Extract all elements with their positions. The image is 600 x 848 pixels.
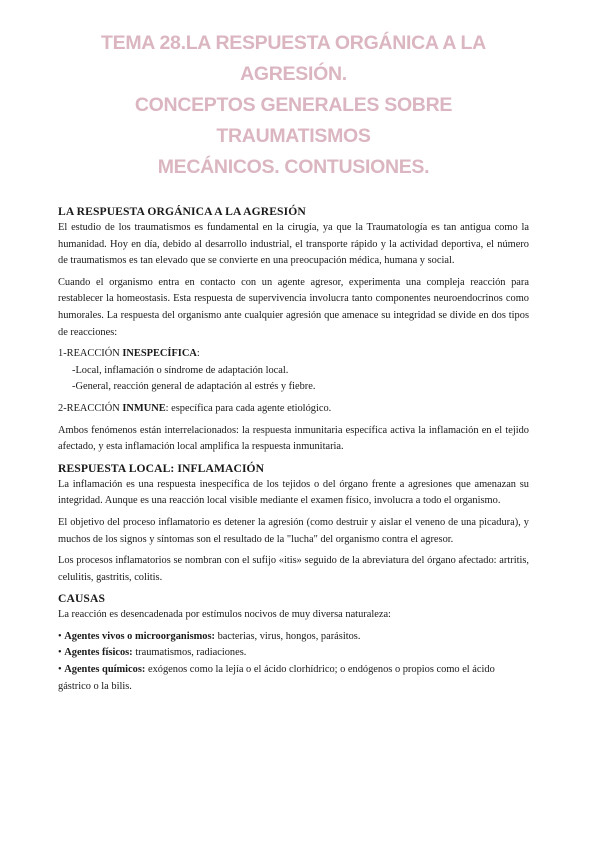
reaction-1 <box>58 346 529 363</box>
page-title <box>58 0 529 183</box>
reaction-1-bold: INESPECÍFICA <box>122 348 197 360</box>
reaction-1-prefix: 1-REACCIÓN <box>58 348 123 360</box>
reaction-1-suffix: : <box>196 348 200 360</box>
paragraph: Los procesos inflamatorios se nombran con el sufijo «itis» seguido de la abreviatura del órgano afectado: artritis, celulitis, gastritis, colitis. <box>58 555 529 583</box>
paragraph: El objetivo del proceso inflamatorio es detener la agresión (como destruir y aislar el veneno de una picadura), y muchos de los signos y síntomas son el resultado de la "lucha" del organismo contra el agresor. <box>58 516 529 545</box>
cause-item-text: exógenos como la lejía o el ácido clorhídrico; o endógenos o propios como el ácido gástrico o la bilis. <box>58 664 495 692</box>
cause-item-text: traumatismos, radiaciones. <box>132 647 247 659</box>
cause-item-text: bacterias, virus, hongos, parásitos. <box>215 630 361 642</box>
title-line-1: TEMA 28.LA RESPUESTA ORGÁNICA A LA AGRESIÓN. <box>101 32 486 85</box>
document-body <box>58 204 529 695</box>
bullet-icon: • <box>58 647 62 659</box>
bullet-icon: • <box>58 664 62 676</box>
causes-intro: La reacción es desencadenada por estímulos nocivos de muy diversa naturaleza: <box>58 609 391 621</box>
paragraph: El estudio de los traumatismos es fundamental en la cirugía, ya que la Traumatología es tan antigua como la humanidad. Hoy en día, debido al desarrollo industrial, el transporte rápido y la actividad deportiva, el número de traumatismos es tan elevado que se convierte en una preocupación médica, humana y social. <box>58 222 529 267</box>
cause-item <box>58 645 529 662</box>
cause-item <box>58 629 529 646</box>
paragraph: Ambos fenómenos están interrelacionados: la respuesta inmunitaria específica activa la inflamación en el tejido afectado, y esta inflamación local amplifica la respuesta inmunitaria. <box>58 424 529 453</box>
cause-item <box>58 662 529 695</box>
reaction-2-suffix: : específica para cada agente etiológico. <box>165 402 332 414</box>
section-heading-respuesta-organica: LA RESPUESTA ORGÁNICA A LA AGRESIÓN <box>58 205 306 218</box>
section-heading-respuesta-local: RESPUESTA LOCAL: INFLAMACIÓN <box>58 461 265 475</box>
paragraph: Cuando el organismo entra en contacto con un agente agresor, experimenta una compleja reacción para restablecer la homeostasis. Esta respuesta de supervivencia involucra tanto componentes neuroendocrinos como humorales. La respuesta del organismo ante cualquier agresión que amenace su integridad se divide en dos tipos de reacciones: <box>58 276 529 338</box>
cause-item-bold: Agentes vivos o microorganismos: <box>64 630 215 642</box>
reaction-1-item-local: -Local, inflamación o síndrome de adaptación local. <box>72 364 289 376</box>
reaction-2-bold: INMUNE <box>122 402 166 414</box>
cause-item-bold: Agentes físicos: <box>64 647 133 659</box>
title-line-2: CONCEPTOS GENERALES SOBRE TRAUMATISMOS <box>134 94 453 147</box>
reaction-2 <box>58 401 529 418</box>
title-line-3: MECÁNICOS. CONTUSIONES. <box>157 156 430 178</box>
section-heading-causas: CAUSAS <box>58 592 105 606</box>
reaction-1-item-general: -General, reacción general de adaptación al estrés y fiebre. <box>72 381 316 393</box>
cause-item-bold: Agentes químicos: <box>64 664 146 676</box>
bullet-icon: • <box>58 630 62 642</box>
paragraph: La inflamación es una respuesta inespecífica de los tejidos o del órgano frente a agresiones que amenazan su integridad. Aunque es una reacción local visible mediante el examen físico, involucra a todo el organismo. <box>58 478 529 507</box>
reaction-2-prefix: 2-REACCIÓN <box>58 402 123 414</box>
